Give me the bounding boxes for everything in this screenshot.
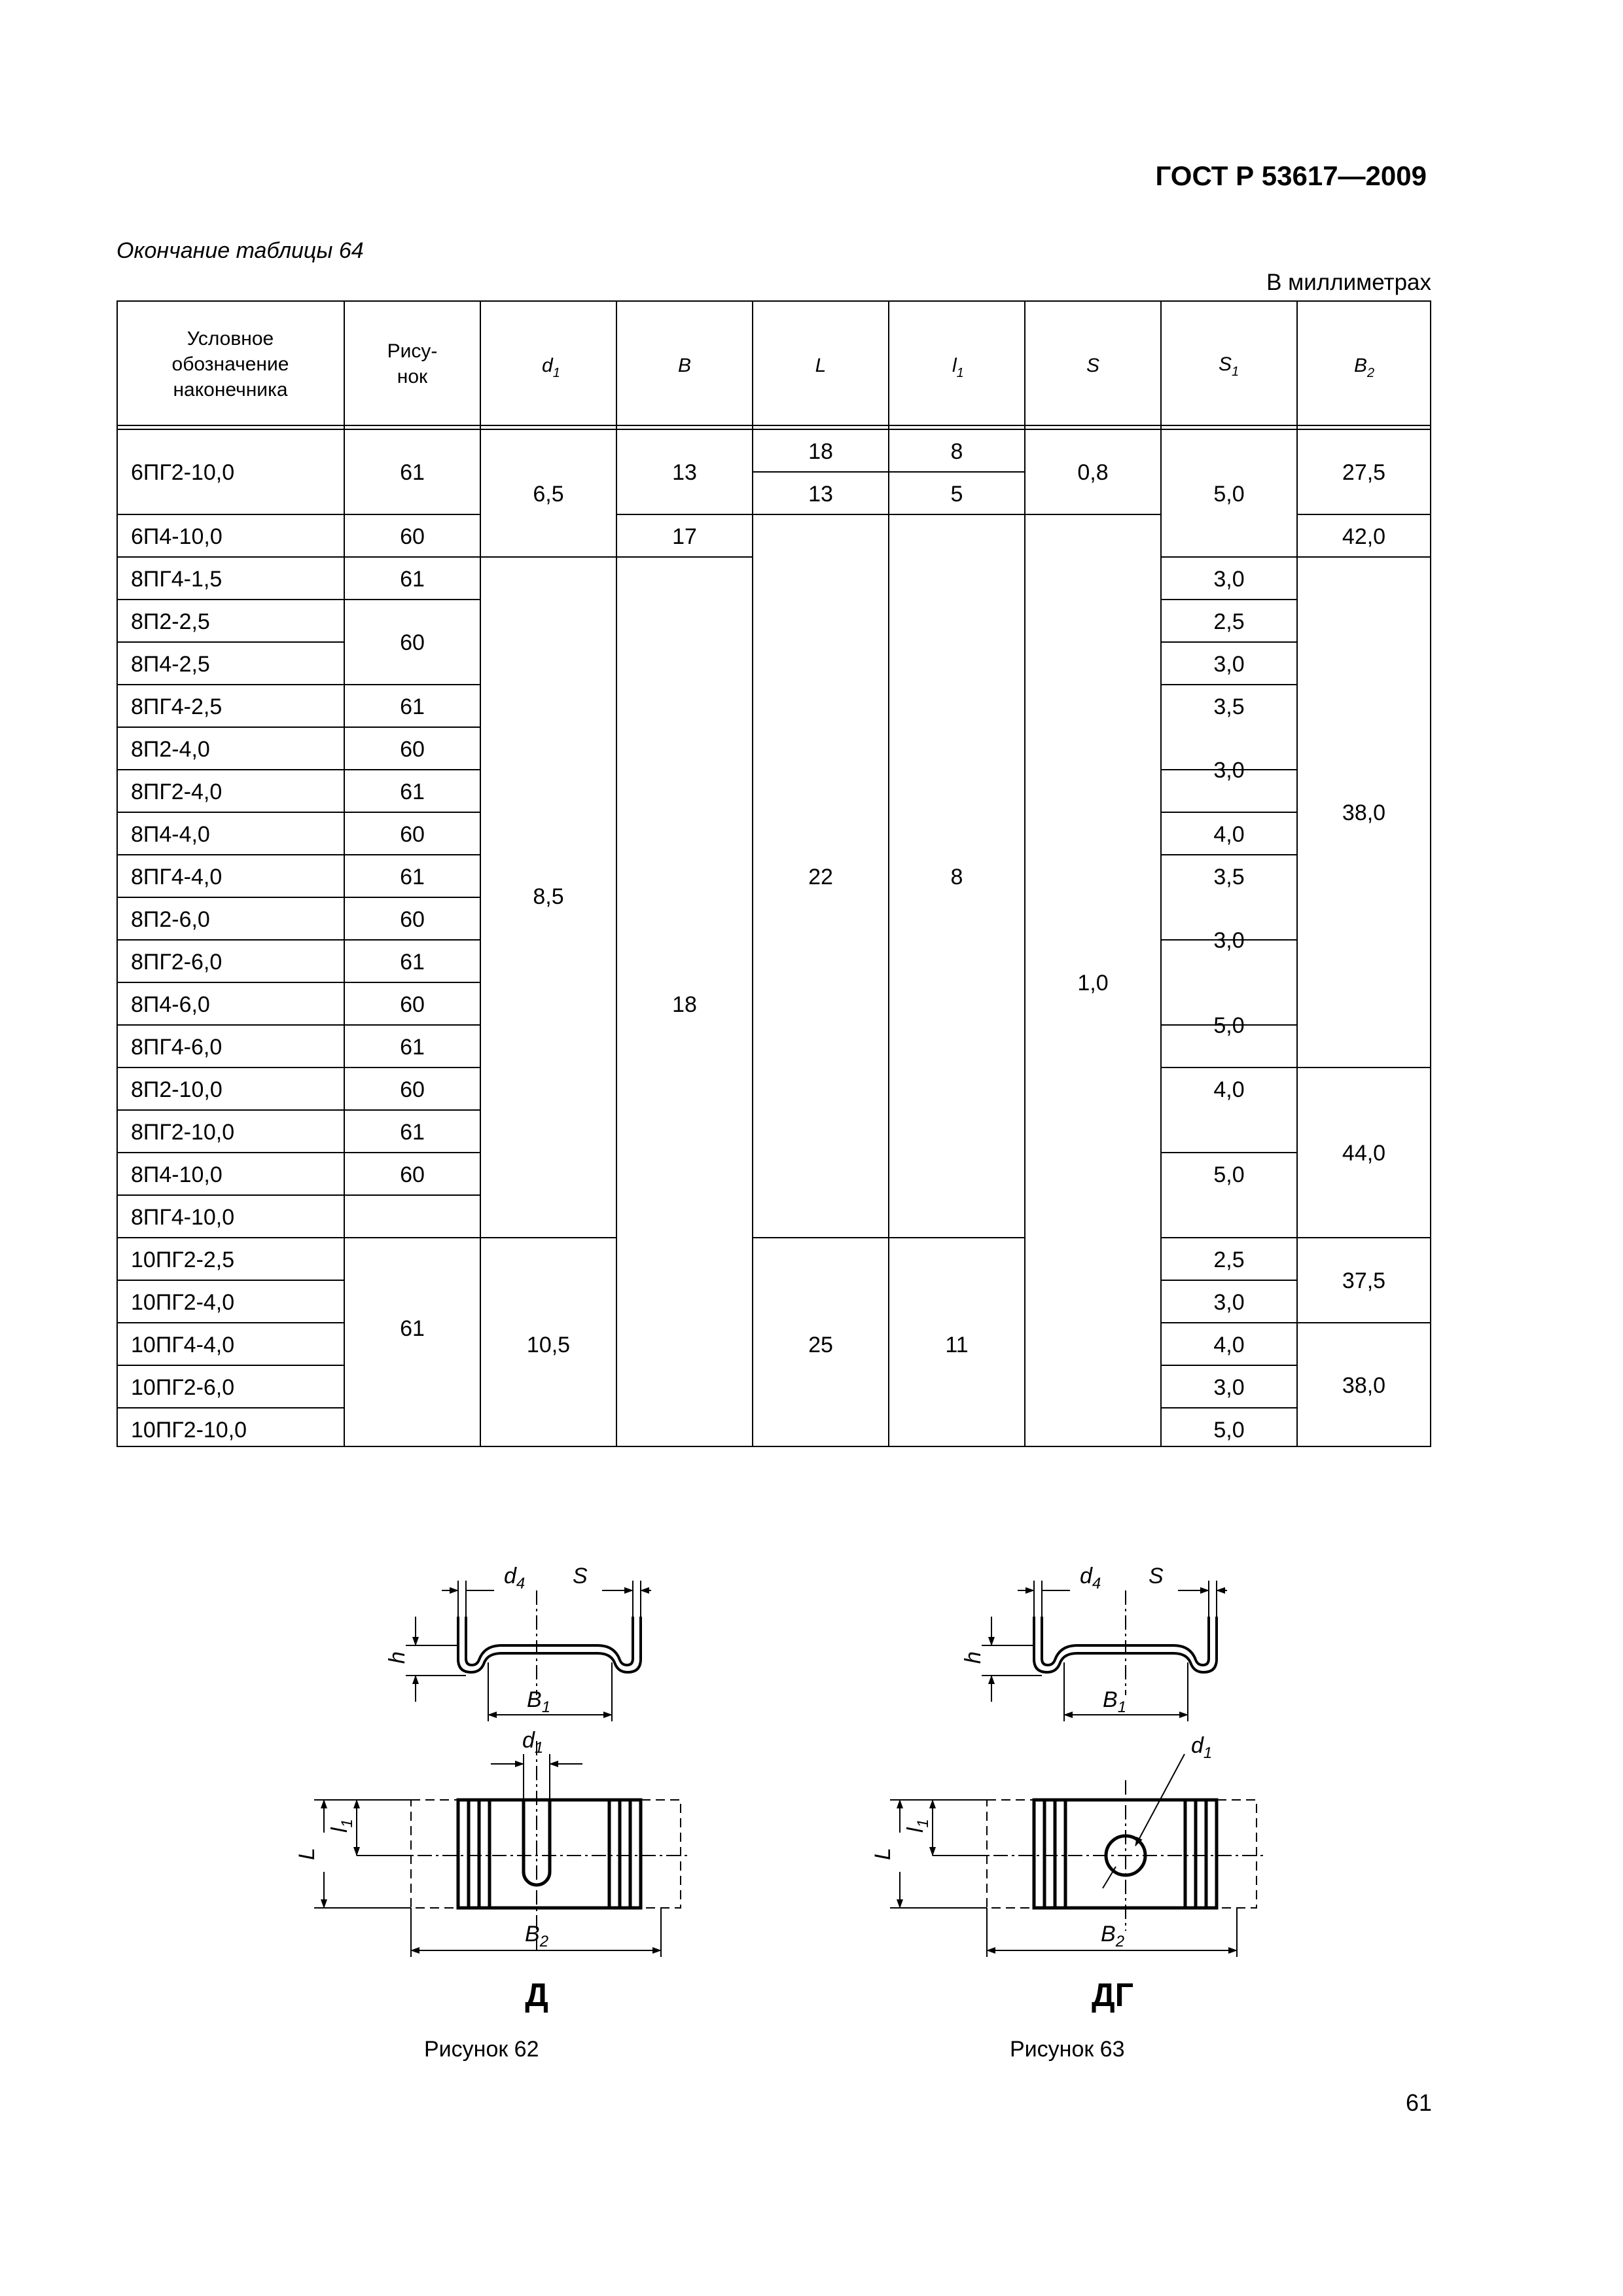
- S1-cell: 4,0: [1213, 822, 1245, 847]
- col-designation-line3: наконечника: [173, 379, 288, 401]
- table-row: 10ПГ2-4,0: [131, 1290, 235, 1315]
- figure-cell: 61: [400, 950, 425, 975]
- S1-cell: 5,0: [1213, 482, 1245, 507]
- S1-column: [1213, 482, 1244, 1443]
- col-l1: $l_1$: [952, 355, 964, 380]
- B2-column: [1342, 460, 1385, 1398]
- B-cell: 13: [672, 460, 697, 485]
- table-row: 8П2-4,0: [131, 737, 210, 762]
- table-row: 8ПГ4-2,5: [131, 694, 223, 719]
- figure-cell: 61: [400, 460, 425, 485]
- figure-cell: 61: [400, 694, 425, 719]
- B2-cell: 44,0: [1342, 1141, 1386, 1166]
- S1-cell: 3,5: [1213, 694, 1245, 719]
- l1-cell: 5: [950, 482, 963, 507]
- figure-cell: 61: [400, 780, 425, 804]
- figure-cell: 60: [400, 822, 425, 847]
- col-L: L: [815, 355, 827, 376]
- S1-cell: 2,5: [1213, 1247, 1245, 1272]
- table-row: 8ПГ4-6,0: [131, 1035, 223, 1060]
- table-row: 8ПГ4-4,0: [131, 865, 223, 889]
- d1-cell: 6,5: [533, 482, 564, 507]
- figure-cell: 61: [400, 1120, 425, 1145]
- B2-cell: 42,0: [1342, 524, 1386, 549]
- col-figure-line1: Рису-: [387, 340, 438, 362]
- figure-cell: 61: [400, 1316, 425, 1341]
- table-row: 8П4-2,5: [131, 652, 210, 677]
- table-header: [172, 328, 1375, 401]
- S-cell: 0,8: [1077, 460, 1109, 485]
- label-B1: $B_1$: [527, 1687, 551, 1716]
- table-row: 8П4-4,0: [131, 822, 210, 847]
- figure-cell: 60: [400, 630, 425, 655]
- label-h: h: [385, 1651, 410, 1664]
- label-L: L: [870, 1848, 895, 1860]
- B2-cell: 27,5: [1342, 460, 1386, 485]
- table-row: 8ПГ4-10,0: [131, 1205, 235, 1230]
- B-cell: 17: [672, 524, 697, 549]
- table-row: 8П2-2,5: [131, 609, 210, 634]
- col-B2: $B_2$: [1354, 355, 1375, 380]
- table-row: 8ПГ4-1,5: [131, 567, 223, 592]
- designation-column: [131, 460, 247, 1443]
- B2-cell: 37,5: [1342, 1268, 1386, 1293]
- figure-cell: 60: [400, 1077, 425, 1102]
- figure-type-label: Д: [525, 1977, 548, 2013]
- col-S: S: [1086, 355, 1100, 376]
- label-d1: $d_1$: [1191, 1733, 1213, 1762]
- S1-cell: 5,0: [1213, 1013, 1245, 1038]
- profile-view: [458, 1617, 641, 1672]
- S-cell: 1,0: [1077, 971, 1109, 996]
- S1-cell: 3,0: [1213, 1290, 1245, 1315]
- S1-cell: 4,0: [1213, 1077, 1245, 1102]
- S1-cell: 3,0: [1213, 652, 1245, 677]
- table-row: 6ПГ2-10,0: [131, 460, 235, 485]
- figure-cell: 60: [400, 524, 425, 549]
- label-l1: $l_1$: [903, 1819, 932, 1833]
- figure-cell: 60: [400, 907, 425, 932]
- figure-62: [294, 1525, 687, 2026]
- S1-cell: 5,0: [1213, 1418, 1245, 1443]
- figure-cell: 61: [400, 567, 425, 592]
- S1-cell: 4,0: [1213, 1333, 1245, 1357]
- table-row: 10ПГ4-4,0: [131, 1333, 235, 1357]
- col-B: B: [677, 355, 692, 376]
- table-caption: Окончание таблицы 64: [116, 238, 364, 263]
- d1-cell: 8,5: [533, 884, 564, 909]
- B2-cell: 38,0: [1342, 1373, 1386, 1398]
- figure-cell: 61: [400, 865, 425, 889]
- col-designation-line1: Условное: [187, 328, 274, 350]
- table-row: 8П4-6,0: [131, 992, 210, 1017]
- label-B1: $B_1$: [1103, 1687, 1127, 1716]
- table-row: 8П2-6,0: [131, 907, 210, 932]
- col-d1: $d_1$: [542, 355, 560, 380]
- label-L: L: [294, 1848, 319, 1860]
- S1-cell: 5,0: [1213, 1162, 1245, 1187]
- label-h: h: [961, 1651, 986, 1664]
- S1-cell: 2,5: [1213, 609, 1245, 634]
- B2-cell: 38,0: [1342, 800, 1386, 825]
- L-cell: 25: [808, 1333, 833, 1357]
- B-cell: 18: [672, 992, 697, 1017]
- l1-cell: 8: [950, 439, 963, 464]
- table-row: 6П4-10,0: [131, 524, 223, 549]
- figure-cell: 60: [400, 1162, 425, 1187]
- figure-cell: 61: [400, 1035, 425, 1060]
- label-S: S: [573, 1564, 588, 1588]
- S1-cell: 3,5: [1213, 865, 1245, 889]
- table-row: 8ПГ2-4,0: [131, 780, 223, 804]
- label-B2: $B_2$: [1101, 1922, 1125, 1950]
- figure-62-caption: Рисунок 62: [424, 2037, 539, 2062]
- L-cell: 22: [808, 865, 833, 889]
- col-figure-line2: нок: [397, 366, 428, 387]
- units-note: В миллиметрах: [1266, 270, 1431, 295]
- label-d4: $d_4$: [504, 1564, 526, 1592]
- S1-cell: 3,0: [1213, 758, 1245, 783]
- table-row: 10ПГ2-6,0: [131, 1375, 235, 1400]
- col-designation-line2: обозначение: [171, 353, 289, 375]
- dimensions-table: [116, 300, 1431, 1447]
- table-row: 8П2-10,0: [131, 1077, 223, 1102]
- figure-63-caption: Рисунок 63: [1010, 2037, 1125, 2062]
- label-B2: $B_2$: [525, 1922, 549, 1950]
- table-row: 10ПГ2-10,0: [131, 1418, 247, 1443]
- figure-63: [870, 1525, 1263, 2026]
- label-S: S: [1149, 1564, 1164, 1588]
- standard-header: ГОСТ Р 53617—2009: [1155, 160, 1427, 191]
- figure-cell: 60: [400, 992, 425, 1017]
- figure-type-label: ДГ: [1092, 1977, 1133, 2013]
- table-row: 10ПГ2-2,5: [131, 1247, 235, 1272]
- d1-cell: 10,5: [526, 1333, 571, 1357]
- L-cell: 13: [808, 482, 833, 507]
- l1-cell: 11: [945, 1333, 969, 1357]
- S1-cell: 3,0: [1213, 928, 1245, 953]
- table-row: 8ПГ2-6,0: [131, 950, 223, 975]
- label-d4: $d_4$: [1080, 1564, 1101, 1592]
- label-l1: $l_1$: [327, 1819, 356, 1833]
- table-row: 8П4-10,0: [131, 1162, 223, 1187]
- l1-cell: 8: [950, 865, 963, 889]
- S1-cell: 3,0: [1213, 567, 1245, 592]
- plan-view: [458, 1800, 641, 1908]
- label-d1: $d_1$: [522, 1728, 544, 1757]
- table-row: 8ПГ2-10,0: [131, 1120, 235, 1145]
- figure-cell: 60: [400, 737, 425, 762]
- figure-column: [400, 460, 425, 1341]
- L-cell: 18: [808, 439, 833, 464]
- col-S1: $S_1$: [1219, 353, 1240, 379]
- page-number: 61: [1405, 2089, 1432, 2116]
- S1-cell: 3,0: [1213, 1375, 1245, 1400]
